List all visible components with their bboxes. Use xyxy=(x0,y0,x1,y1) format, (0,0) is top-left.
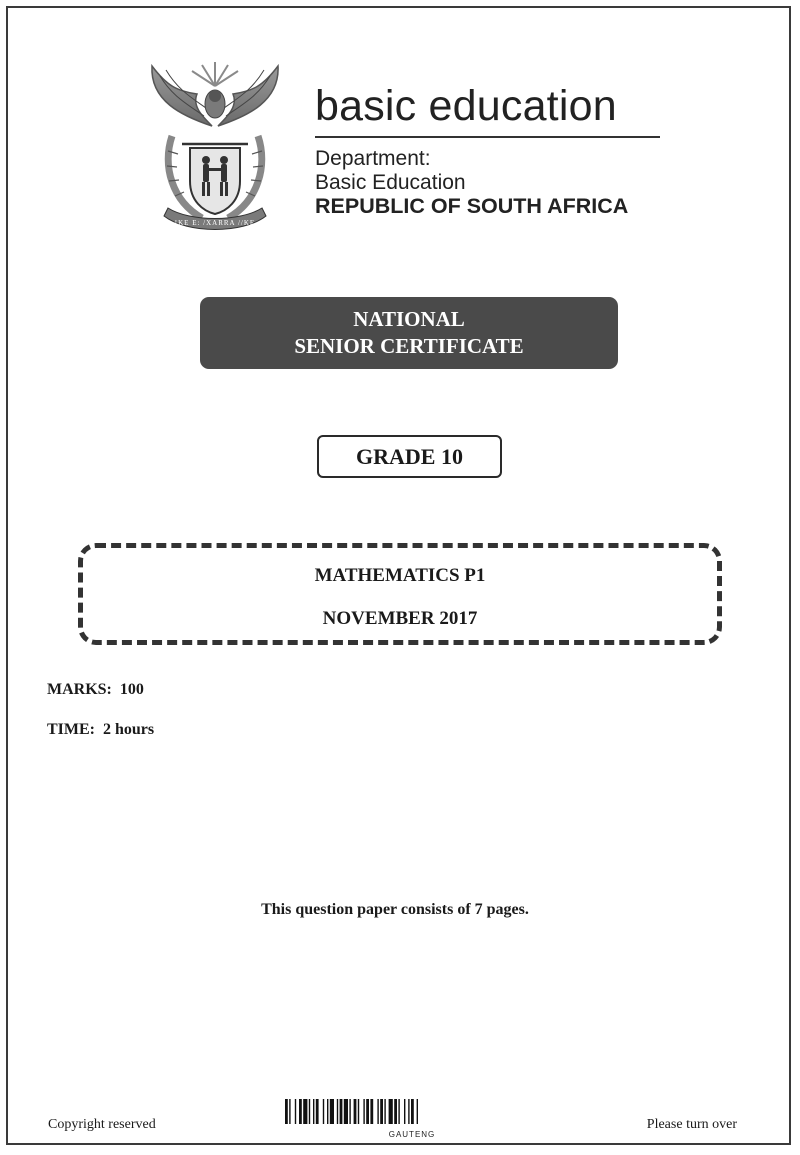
barcode-bar xyxy=(327,1099,328,1124)
barcode-bar xyxy=(398,1099,399,1124)
barcode-bar xyxy=(370,1099,373,1124)
barcode-bar xyxy=(285,1099,288,1124)
barcode-bar xyxy=(408,1099,409,1124)
barcode-bar xyxy=(289,1099,290,1124)
barcode-bar xyxy=(358,1099,359,1124)
dept-name: Basic Education xyxy=(315,171,466,194)
certificate-line1: NATIONAL xyxy=(353,307,465,331)
barcode-bar xyxy=(330,1099,334,1124)
subject-box xyxy=(78,543,722,645)
barcode-bar xyxy=(389,1099,393,1124)
barcode-bar xyxy=(366,1099,369,1124)
brand-rule xyxy=(315,136,660,138)
barcode-bar xyxy=(349,1099,350,1124)
barcode-bar xyxy=(411,1099,414,1124)
barcode-bar xyxy=(394,1099,397,1124)
subject-name: MATHEMATICS P1 xyxy=(314,565,486,586)
grade-label: GRADE 10 xyxy=(317,435,502,478)
barcode-bar xyxy=(295,1099,296,1124)
barcode xyxy=(285,1099,539,1139)
barcode-icon xyxy=(285,1099,539,1124)
barcode-bar xyxy=(344,1099,348,1124)
crest-motto: !KE E: /XARRA //KE xyxy=(174,219,256,227)
certificate-line2: SENIOR CERTIFICATE xyxy=(294,334,524,358)
time-info: TIME: 2 hours xyxy=(47,721,155,738)
barcode-bar xyxy=(313,1099,314,1124)
barcode-label: GAUTENG xyxy=(388,1130,436,1139)
turn-over-notice: Please turn over xyxy=(646,1117,737,1132)
barcode-bar xyxy=(417,1099,418,1124)
barcode-bar xyxy=(363,1099,364,1124)
barcode-bar xyxy=(309,1099,310,1124)
barcode-bar xyxy=(404,1099,405,1124)
pages-note: This question paper consists of 7 pages. xyxy=(261,901,529,918)
barcode-bar xyxy=(303,1099,307,1124)
barcode-bar xyxy=(299,1099,302,1124)
certificate-banner xyxy=(200,297,618,369)
coat-of-arms-icon xyxy=(142,56,288,232)
barcode-bar xyxy=(384,1099,385,1124)
barcode-bar xyxy=(377,1099,378,1124)
barcode-bar xyxy=(337,1099,338,1124)
exam-session: NOVEMBER 2017 xyxy=(322,608,478,629)
barcode-bar xyxy=(323,1099,324,1124)
barcode-bar xyxy=(340,1099,343,1124)
dept-label: Department: xyxy=(315,147,431,170)
barcode-bar xyxy=(354,1099,357,1124)
brand-title: basic education xyxy=(315,82,617,130)
barcode-bar xyxy=(380,1099,383,1124)
barcode-bar xyxy=(316,1099,319,1124)
marks-info: MARKS: 100 xyxy=(47,681,144,698)
country-name: REPUBLIC OF SOUTH AFRICA xyxy=(315,194,629,218)
copyright-notice: Copyright reserved xyxy=(48,1117,156,1132)
